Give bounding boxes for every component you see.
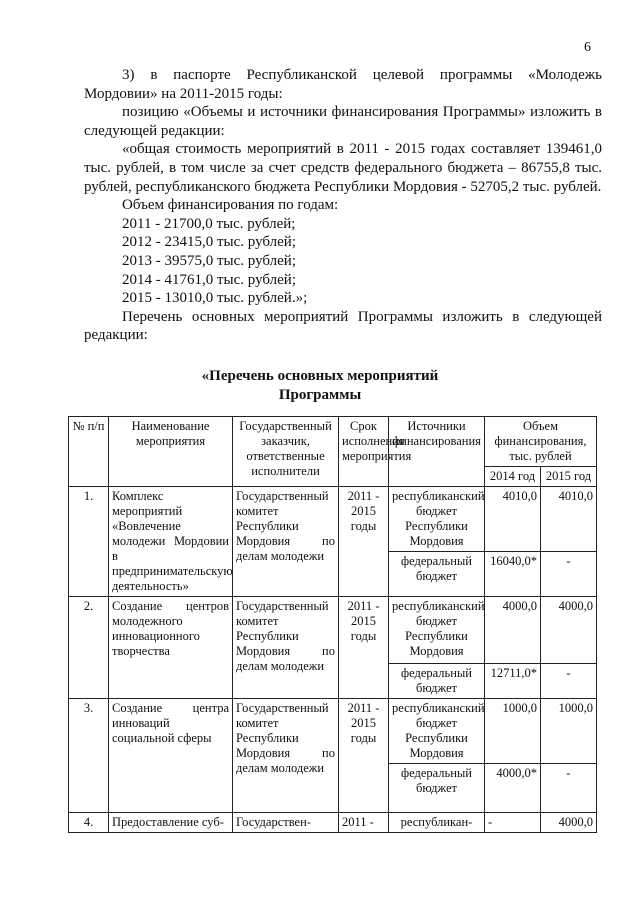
row-amount-2014-federal: 12711,0*	[485, 664, 541, 699]
row-source-regional: республиканский бюджет Республики Мордовия	[389, 487, 485, 552]
row-term: 2011 -	[339, 813, 389, 833]
table-row	[69, 487, 597, 552]
header-name: Наименование мероприятия	[109, 417, 233, 487]
row-amount-2015-federal: -	[541, 764, 597, 813]
table-row	[69, 597, 597, 664]
row-number: 4.	[69, 813, 109, 833]
row-amount-2015-regional: 4000,0	[541, 813, 597, 833]
table-heading-line-2: Программы	[278, 387, 362, 403]
header-volume: Объем финансирования, тыс. рублей	[485, 417, 597, 467]
page-number: 6	[584, 40, 591, 55]
row-measure-name: Создание центра инноваций социальной сферы	[109, 699, 233, 813]
row-term: 2011 - 2015 годы	[339, 597, 389, 699]
row-measure-name: Предоставление суб-	[109, 813, 233, 833]
header-term: Срок исполнения мероприятия	[339, 417, 389, 487]
row-amount-2014-regional: 1000,0	[485, 699, 541, 764]
paragraph-position: позицию «Объемы и источники финансирования Программы» изложить в следующей редакции:	[84, 104, 602, 139]
table-heading	[0, 367, 640, 405]
row-measure-name: Создание центров молодежного инновационного творчества	[109, 597, 233, 699]
funding-line-2012: 2012 - 23415,0 тыс. рублей;	[122, 234, 296, 251]
row-amount-2015-federal: -	[541, 664, 597, 699]
row-measure-name: Комплекс мероприятий «Вовлечение молодежи Мордовии в предпринимательскую деятельность»	[109, 487, 233, 597]
row-source-regional: республиканский бюджет Республики Мордовия	[389, 699, 485, 764]
row-amount-2014-federal: 16040,0*	[485, 552, 541, 597]
row-source-regional: республикан-	[389, 813, 485, 833]
row-amount-2014-regional: -	[485, 813, 541, 833]
row-source-federal: федеральный бюджет	[389, 552, 485, 597]
header-2014: 2014 год	[485, 467, 541, 487]
row-amount-2014-regional: 4000,0	[485, 597, 541, 664]
header-number: № п/п	[69, 417, 109, 487]
row-amount-2015-regional: 1000,0	[541, 699, 597, 764]
paragraph-list-intro: Перечень основных мероприятий Программы изложить в следующей редакции:	[84, 308, 602, 344]
paragraph-total-cost: «общая стоимость мероприятий в 2011 - 2015 годах составляет 139461,0 тыс. рублей, в том числе за счет средств федерального бюджета – 86755,8 тыс. рублей, республиканского бюджета Республики Мордовия - 52705,2 тыс. рублей.	[84, 141, 602, 195]
row-amount-2015-federal: -	[541, 552, 597, 597]
row-amount-2015-regional: 4000,0	[541, 597, 597, 664]
funding-line-2014: 2014 - 41761,0 тыс. рублей;	[122, 271, 296, 288]
paragraph-passport: 3) в паспорте Республиканской целевой программы «Молодежь Мордовии» на 2011-2015 годы:	[84, 67, 602, 102]
row-amount-2014-federal: 4000,0*	[485, 764, 541, 813]
funding-line-2011: 2011 - 21700,0 тыс. рублей;	[122, 215, 296, 232]
header-executors: Государственный заказчик, ответственные исполнители	[233, 417, 339, 487]
row-amount-2014-regional: 4010,0	[485, 487, 541, 552]
funding-line-2015: 2015 - 13010,0 тыс. рублей.»;	[122, 290, 308, 307]
programme-table	[68, 416, 597, 833]
row-term: 2011 - 2015 годы	[339, 699, 389, 813]
header-sources: Источники финансирования	[389, 417, 485, 487]
header-2015: 2015 год	[541, 467, 597, 487]
row-term: 2011 - 2015 годы	[339, 487, 389, 597]
row-number: 3.	[69, 699, 109, 813]
row-source-regional: республиканский бюджет Республики Мордовия	[389, 597, 485, 664]
table-heading-line-1: «Перечень основных мероприятий	[201, 368, 439, 384]
row-number: 1.	[69, 487, 109, 597]
body-text	[84, 66, 602, 345]
paragraph-by-years: Объем финансирования по годам:	[122, 197, 339, 214]
row-number: 2.	[69, 597, 109, 699]
row-source-federal: федеральный бюджет	[389, 764, 485, 813]
row-executor: Государственный комитет Республики Мордовия по делам молодежи	[233, 597, 339, 699]
row-executor: Государственный комитет Республики Мордовия по делам молодежи	[233, 487, 339, 597]
table-row	[69, 813, 597, 833]
row-executor: Государствен-	[233, 813, 339, 833]
table-row	[69, 699, 597, 764]
row-amount-2015-regional: 4010,0	[541, 487, 597, 552]
row-source-federal: федеральный бюджет	[389, 664, 485, 699]
funding-line-2013: 2013 - 39575,0 тыс. рублей;	[122, 252, 296, 269]
row-executor: Государственный комитет Республики Мордовия по делам молодежи	[233, 699, 339, 813]
